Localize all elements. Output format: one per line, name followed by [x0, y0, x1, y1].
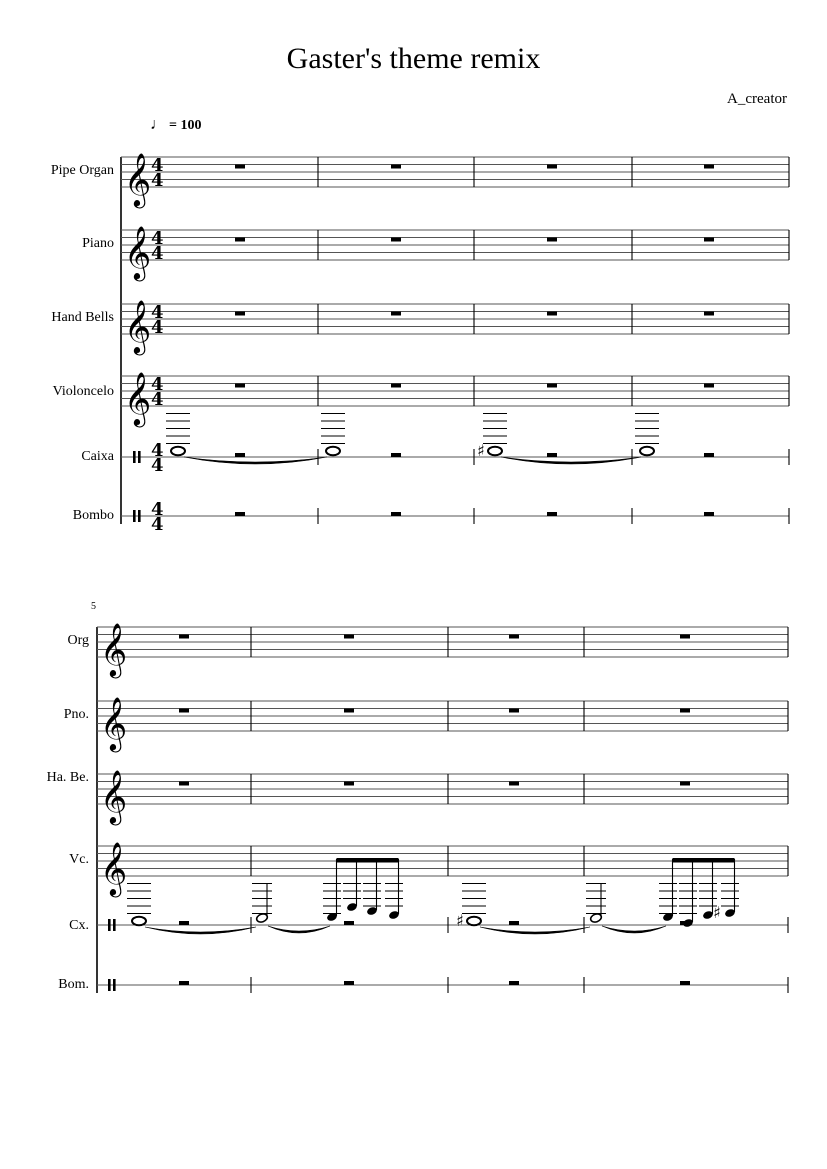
tie — [145, 927, 256, 934]
whole-rest — [547, 453, 557, 457]
whole-rest — [509, 709, 519, 713]
whole-note — [488, 447, 502, 455]
percussion-clef-icon — [133, 510, 136, 522]
quarter-note-icon: ♩ — [150, 116, 166, 133]
percussion-clef-icon — [108, 919, 111, 931]
time-signature-numerator: 4 — [151, 228, 164, 249]
label-bom: Bom. — [58, 977, 89, 992]
whole-rest — [344, 635, 354, 639]
label-violoncelo: Violoncelo — [52, 384, 114, 399]
treble-clef-icon: 𝄞 — [124, 299, 152, 353]
whole-rest — [680, 635, 690, 639]
treble-clef-icon: 𝄞 — [124, 152, 152, 206]
time-signature-numerator: 4 — [151, 374, 164, 395]
time-signature-denominator: 4 — [151, 317, 164, 338]
whole-rest — [344, 981, 354, 985]
treble-clef-icon: 𝄞 — [100, 622, 128, 676]
tie — [501, 457, 641, 464]
time-signature-numerator: 4 — [151, 440, 164, 461]
whole-rest — [680, 981, 690, 985]
label-pno: Pno. — [63, 707, 89, 722]
whole-rest — [391, 453, 401, 457]
whole-rest — [509, 981, 519, 985]
whole-rest — [344, 709, 354, 713]
whole-rest — [680, 782, 690, 786]
whole-rest — [547, 384, 557, 388]
whole-rest — [235, 312, 245, 316]
time-signature-numerator: 4 — [151, 155, 164, 176]
whole-rest — [704, 312, 714, 316]
whole-rest — [547, 312, 557, 316]
whole-rest — [547, 238, 557, 242]
treble-clef-icon: 𝄞 — [100, 696, 128, 750]
whole-rest — [179, 981, 189, 985]
tie — [602, 926, 666, 933]
whole-rest — [179, 635, 189, 639]
whole-rest — [704, 453, 714, 457]
tie — [480, 927, 590, 934]
whole-note — [171, 447, 185, 455]
whole-rest — [547, 165, 557, 169]
whole-rest — [704, 512, 714, 516]
time-signature-denominator: 4 — [151, 170, 164, 191]
beam — [673, 858, 735, 863]
time-signature-numerator: 4 — [151, 302, 164, 323]
time-signature-denominator: 4 — [151, 243, 164, 264]
label-piano: Piano — [82, 236, 114, 251]
time-signature-denominator: 4 — [151, 389, 164, 410]
percussion-clef-icon — [108, 979, 111, 991]
whole-rest — [344, 782, 354, 786]
sharp-icon: ♯ — [477, 441, 485, 460]
treble-clef-icon: 𝄞 — [100, 769, 128, 823]
whole-note — [132, 917, 146, 925]
treble-clef-icon: 𝄞 — [124, 371, 152, 425]
percussion-clef-icon — [133, 451, 136, 463]
whole-rest — [391, 238, 401, 242]
percussion-clef-icon — [138, 510, 141, 522]
whole-rest — [179, 782, 189, 786]
whole-note — [640, 447, 654, 455]
percussion-clef-icon — [113, 919, 116, 931]
whole-rest — [391, 384, 401, 388]
time-signature-denominator: 4 — [151, 514, 164, 535]
label-ha-be: Ha. Be. — [46, 770, 89, 785]
whole-note — [326, 447, 340, 455]
label-hand-bells: Hand Bells — [51, 310, 114, 325]
sharp-icon: ♯ — [456, 911, 464, 930]
label-vc: Vc. — [69, 852, 89, 867]
label-bombo: Bombo — [72, 508, 114, 523]
tie — [184, 457, 327, 464]
treble-clef-icon: 𝄞 — [124, 225, 152, 279]
whole-rest — [235, 165, 245, 169]
whole-rest — [509, 782, 519, 786]
percussion-clef-icon — [113, 979, 116, 991]
composer-name: A_creator — [727, 91, 787, 107]
whole-rest — [235, 512, 245, 516]
whole-rest — [179, 709, 189, 713]
whole-rest — [704, 165, 714, 169]
whole-rest — [235, 453, 245, 457]
whole-rest — [509, 635, 519, 639]
whole-rest — [704, 238, 714, 242]
whole-note — [467, 917, 481, 925]
label-cx: Cx. — [69, 918, 89, 933]
treble-clef-icon: 𝄞 — [100, 841, 128, 895]
whole-rest — [704, 384, 714, 388]
whole-rest — [179, 921, 189, 925]
score-title: Gaster's theme remix — [286, 42, 541, 75]
tie — [268, 926, 330, 933]
whole-rest — [509, 921, 519, 925]
whole-rest — [391, 165, 401, 169]
whole-rest — [680, 709, 690, 713]
whole-rest — [235, 384, 245, 388]
label-org: Org — [67, 633, 89, 648]
whole-rest — [547, 512, 557, 516]
beam — [337, 858, 399, 863]
time-signature-denominator: 4 — [151, 455, 164, 476]
whole-rest — [235, 238, 245, 242]
label-pipe-organ: Pipe Organ — [50, 163, 114, 178]
whole-rest — [391, 312, 401, 316]
whole-rest — [391, 512, 401, 516]
whole-rest — [344, 921, 354, 925]
label-caixa: Caixa — [81, 449, 114, 464]
measure-number: 5 — [91, 601, 96, 612]
tempo-value: = 100 — [169, 118, 202, 133]
sharp-icon: ♯ — [713, 903, 721, 922]
time-signature-numerator: 4 — [151, 499, 164, 520]
percussion-clef-icon — [138, 451, 141, 463]
